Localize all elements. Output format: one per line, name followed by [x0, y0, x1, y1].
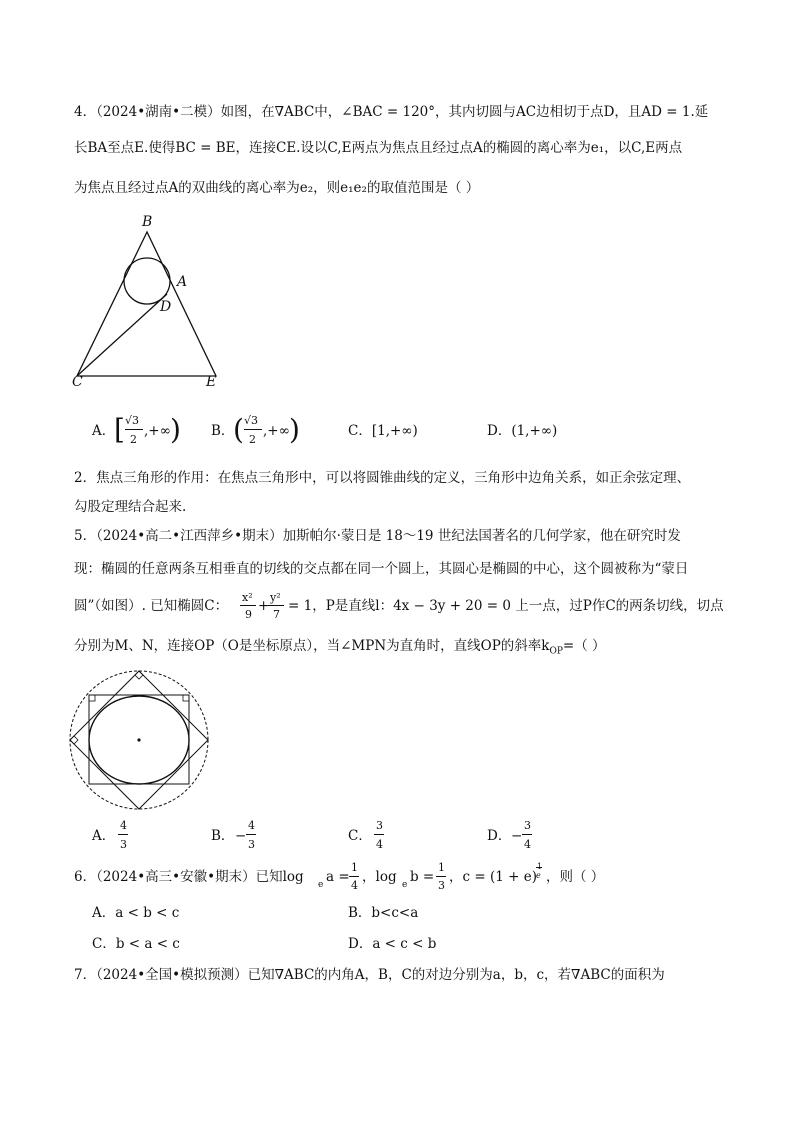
right-angle-mark — [183, 695, 189, 701]
label-c: C — [72, 374, 83, 390]
incircle — [124, 258, 170, 304]
q5-line-1: 5．（2024•高二•江西萍乡•期末）加斯帕尔·蒙日是 18～19 世纪法国著名的几何学家，他在研究时发 — [74, 528, 681, 544]
q5-line-2: 现：椭圆的任意两条互相垂直的切线的交点都在同一个圆上，其圆心是椭圆的中心，这个圆被称为“蒙日 — [74, 561, 689, 577]
label-e: E — [206, 374, 217, 390]
q4-triangle-figure — [60, 210, 230, 395]
frac-bar — [374, 834, 384, 835]
label-d: D — [160, 299, 172, 315]
q4-line-3: 为焦点且经过点A的双曲线的离心率为e₂，则e₁e₂的取值范围是（ ） — [74, 180, 480, 196]
center-dot — [137, 738, 140, 741]
frac-bar — [125, 429, 143, 430]
q4-option-d[interactable]: D．(1,+∞) — [487, 423, 558, 439]
q4-line-1: 4．（2024•湖南•二模）如图，在∇ABC中，∠BAC = 120°，其内切圆与AC边相切于点D，且AD = 1.延 — [74, 104, 709, 120]
right-angle-mark — [135, 671, 143, 679]
right-angle-mark — [70, 736, 78, 744]
segment-cd — [77, 294, 167, 376]
q4-option-c[interactable]: C．[1,+∞) — [348, 423, 418, 439]
right-angle-mark — [89, 695, 95, 701]
q5-monge-figure — [68, 668, 210, 810]
q4-line-2: 长BA至点E.使得BC = BE，连接CE.设以C,E两点为焦点且经过点A的椭圆的离心率为e₁，以C,E两点 — [74, 140, 683, 156]
frac-bar — [522, 834, 532, 835]
note-line-1: 2．焦点三角形的作用：在焦点三角形中，可以将圆锥曲线的定义，三角形中边角关系，如正余弦定理、 — [74, 470, 691, 486]
note-line-2: 勾股定理结合起来. — [74, 499, 187, 515]
monge-circle-diagram — [68, 668, 210, 810]
triangle-diagram — [60, 210, 230, 395]
frac-bar — [118, 834, 128, 835]
q6-option-c[interactable]: C．b < a < c — [92, 936, 180, 952]
q6-option-d[interactable]: D．a < c < b — [348, 936, 437, 952]
frac-bar — [246, 834, 256, 835]
q6-option-a[interactable]: A．a < b < c — [92, 905, 180, 921]
frac-bar — [244, 429, 262, 430]
q6-option-b[interactable]: B．b<c<a — [348, 905, 419, 921]
q5-line-4: 分别为M、N，连接OP（O是坐标原点），当∠MPN为直角时，直线OP的斜率$k_{OP}=$（ ） — [74, 638, 606, 657]
q7-line-1: 7．（2024•全国•模拟预测）已知∇ABC的内角A，B，C的对边分别为a，b，c，若∇ABC的面积为 — [74, 967, 665, 983]
label-a: A — [177, 274, 188, 290]
label-b: B — [142, 214, 153, 230]
